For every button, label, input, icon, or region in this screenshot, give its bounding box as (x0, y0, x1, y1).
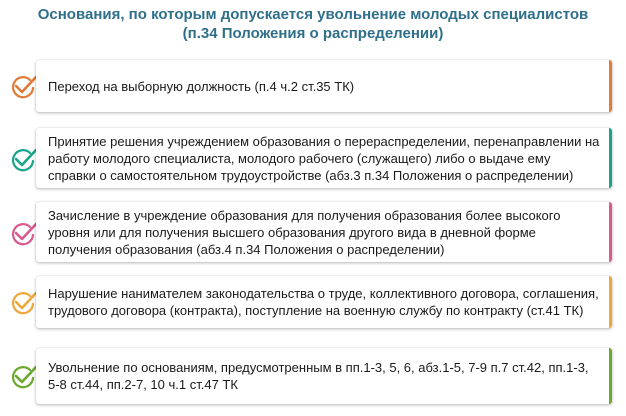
accent-stripe (609, 348, 612, 404)
list-item-card (36, 60, 612, 112)
list-item-text: Нарушение нанимателем законодательства о труде, коллективного договора, соглашения, трудового договора (контракта), поступление на военную службу по контракту (ст.41 ТК) (48, 286, 599, 318)
title-line-2: (п.34 Положения о распределении) (182, 25, 444, 42)
check-icon (8, 74, 38, 100)
list-item-text: Переход на выборную должность (п.4 ч.2 ст.35 ТК) (48, 78, 355, 94)
accent-stripe (609, 276, 612, 328)
list-item-card (36, 276, 612, 328)
accent-stripe (609, 128, 612, 188)
list-item-card (36, 202, 612, 262)
list-item-text: Принятие решения учреждением образования о перераспределении, перенаправлении на работу молодого специалиста, молодого рабочего (служащего) либо о выдаче ему справки о самостоятельном трудоустройстве (абз.3 п.34 Положения о распределении) (48, 133, 600, 183)
list-item-card (36, 348, 612, 404)
check-icon (8, 290, 38, 316)
accent-stripe (609, 60, 612, 112)
check-icon (8, 221, 38, 247)
list-item-text: Увольнение по основаниям, предусмотренным в пп.1-3, 5, 6, абз.1-5, 7-9 п.7 ст.42, пп.1-3, 5-8 ст.44, пп.2-7, 10 ч.1 ст.47 ТК (48, 360, 589, 392)
accent-stripe (609, 202, 612, 262)
list-item-text: Зачисление в учреждение образования для получения образования более высокого уровня или для получения высшего образования другого вида в дневной форме получения образования (абз.4 п.34 Положения о распределении) (48, 207, 561, 257)
page-title (0, 5, 626, 43)
check-icon (8, 147, 38, 173)
title-line-1: Основания, по которым допускается увольнение молодых специалистов (37, 6, 589, 23)
check-icon (8, 364, 38, 390)
list-item-card (36, 128, 612, 188)
